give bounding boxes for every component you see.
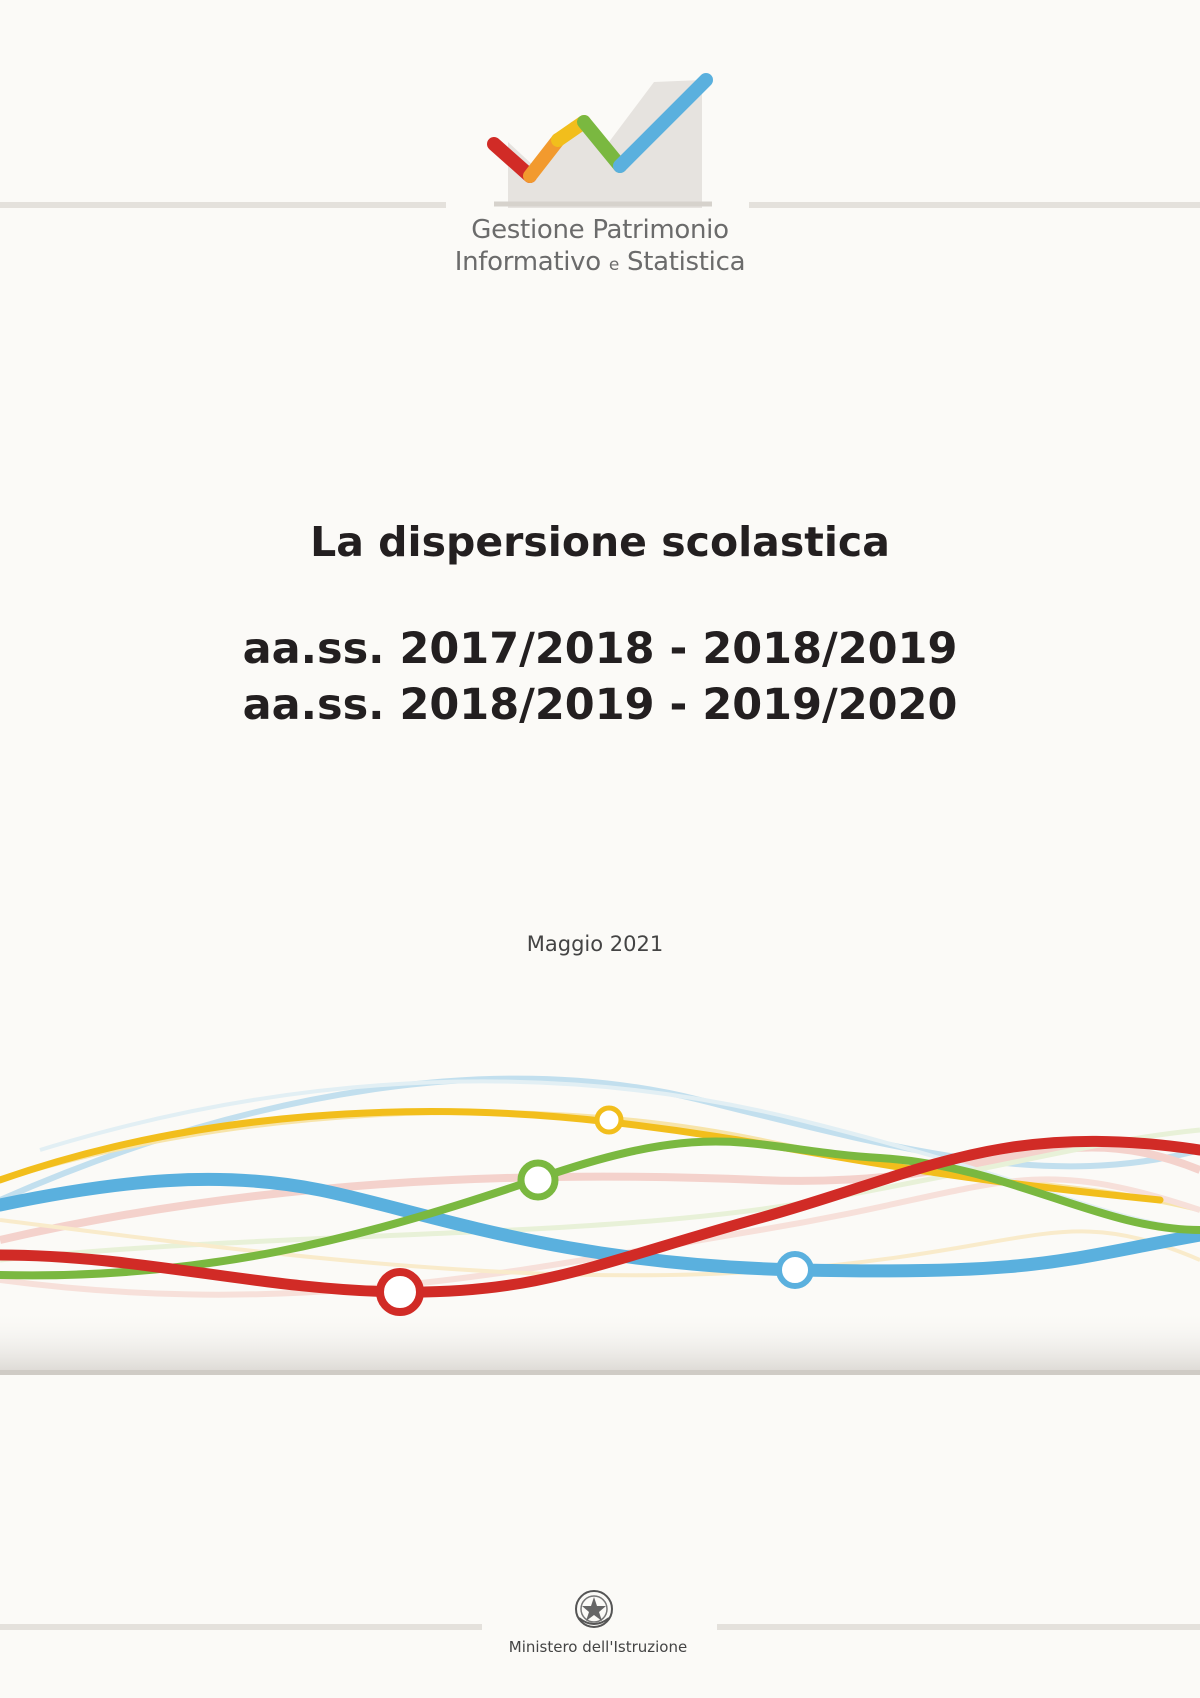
school-years-line-2: aa.ss. 2018/2019 - 2019/2020 bbox=[242, 680, 958, 730]
logo-wordmark bbox=[410, 214, 790, 281]
school-years-line-1: aa.ss. 2017/2018 - 2018/2019 bbox=[242, 624, 958, 674]
publication-date: Maggio 2021 bbox=[526, 932, 664, 956]
top-rule-right bbox=[749, 202, 1200, 208]
italian-republic-emblem-icon bbox=[573, 1588, 615, 1630]
bottom-rule-right bbox=[717, 1624, 1200, 1630]
top-rule-left bbox=[0, 202, 446, 208]
bottom-rule-left bbox=[0, 1624, 482, 1630]
logo-line-1: Gestione Patrimonio bbox=[471, 215, 729, 245]
document-title: La dispersione scolastica bbox=[310, 518, 890, 566]
logo-word-statistica: Statistica bbox=[626, 247, 746, 277]
logo-word-informativo: Informativo bbox=[454, 247, 601, 277]
ministry-name: Ministero dell'Istruzione bbox=[508, 1638, 688, 1656]
decorative-waves-illustration bbox=[0, 1030, 1200, 1390]
logo-line-2 bbox=[410, 246, 790, 281]
logo-chart-icon bbox=[486, 70, 716, 208]
logo-word-e: e bbox=[608, 255, 620, 275]
